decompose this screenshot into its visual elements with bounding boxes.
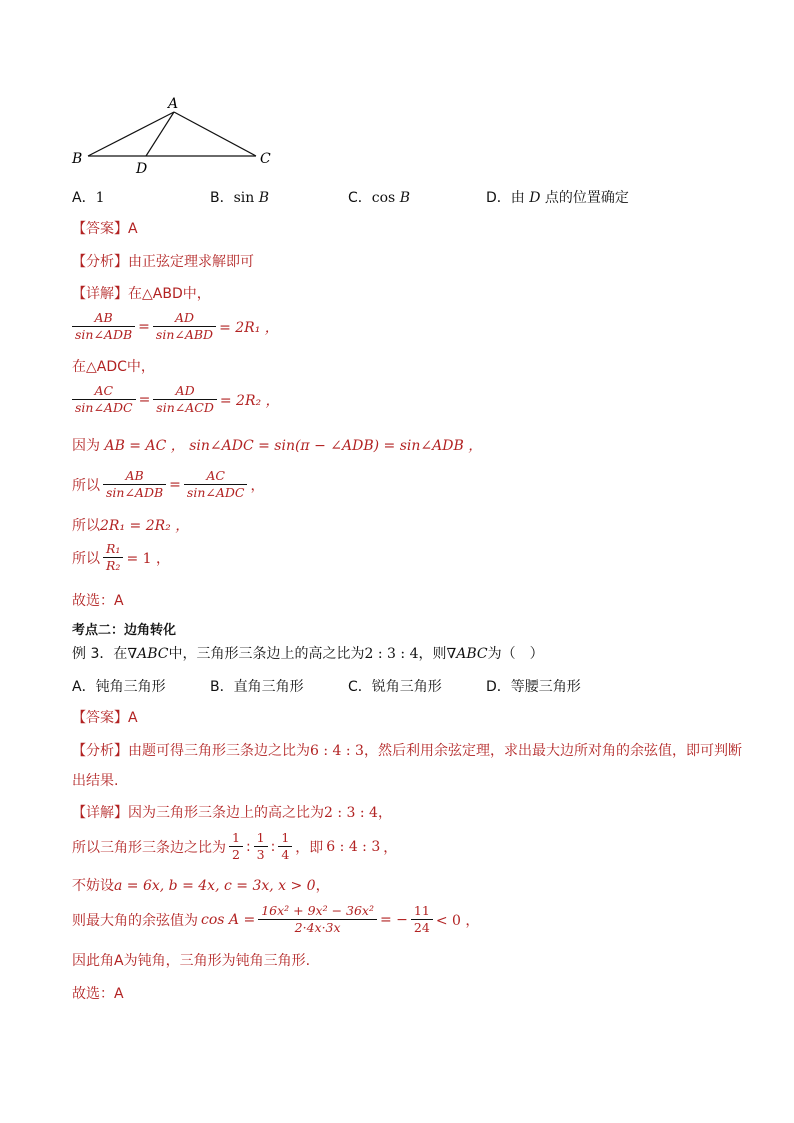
fraction: $\frac{AC}{\text{sin∠ADC}}$	[72, 383, 136, 416]
q3-analysis-cont: 出结果.	[72, 773, 119, 789]
fraction: $\frac{\text{16x² + 9x² − 36x²}}{2\cdot 4x\cdot 3x}$	[258, 903, 377, 936]
q2-equation-3	[72, 468, 264, 501]
triangle-figure	[64, 94, 284, 176]
label-d: D	[136, 161, 148, 176]
answer-value: A	[128, 221, 138, 237]
fraction: $\frac{1}{2}$	[229, 830, 243, 863]
rhs: = 2R₂ ，	[219, 392, 280, 409]
option-var: D	[529, 190, 541, 206]
equals: =	[138, 391, 151, 408]
fraction: $\frac{1}{4}$	[278, 830, 292, 863]
equals: =	[169, 476, 181, 493]
side-ab	[88, 112, 174, 156]
rhs: = 2R₁ ，	[219, 319, 279, 336]
option-text: 1	[95, 190, 105, 206]
option-letter: B．	[210, 190, 234, 206]
q2-so2-line	[72, 515, 189, 535]
so-prefix: 所以	[72, 518, 100, 534]
rhs: ，	[250, 477, 265, 494]
q3-stem	[72, 643, 544, 663]
fraction: $\frac{AB}{\text{sin∠ADB}}$	[72, 310, 135, 343]
label-c: C	[260, 151, 271, 167]
stem-mid2: ，则	[418, 646, 447, 662]
answer-tag: 【答案】	[72, 221, 128, 237]
q3-option-b: B．直角三角形	[210, 679, 304, 695]
q3-detail-line2: 所以三角形三条边之比为 $\frac{1}{2}$ : $\frac{1}{3}$ : $\frac{1}{4}$ ，即 6 : 4 : 3 ，	[72, 830, 398, 862]
section-title: 考点二：边角转化	[72, 623, 177, 638]
fraction: $\frac{\text{R₁}}{\text{R₂}}$	[103, 541, 123, 574]
stem-triangle: ∇ABC	[127, 646, 169, 662]
q3-option-c: C．锐角三角形	[348, 679, 442, 695]
q3-analysis: 【分析】由题可得三角形三条边之比为6 : 4 : 3，然后利用余弦定理，求出最大边所对角的余弦值，即可判断	[72, 743, 742, 759]
choose-label: 故选：	[72, 593, 114, 609]
q2-analysis	[72, 251, 254, 271]
choose-value: A	[114, 593, 124, 609]
detail-tag: 【详解】	[72, 805, 128, 821]
label-b: B	[72, 151, 83, 167]
q3-option-a: A．钝角三角形	[72, 679, 166, 695]
option-text: 由	[510, 190, 525, 206]
option-text-post: 点的位置确定	[544, 190, 629, 206]
q3-detail-line4: 则最大角的余弦值为 cos A = $\frac{\text{16x² + 9x² − 36x²}}{2\cdot 4x\cdot 3x}$ = − $\frac{11}{24}$ < 0 ，	[72, 903, 480, 935]
stem-prefix: 例 3．在	[72, 646, 128, 662]
rhs: = 1 ，	[126, 550, 170, 567]
stem-triangle-2: ∇ABC	[446, 646, 488, 662]
fraction: $\frac{AC}{\text{sin∠ADC}}$	[184, 468, 248, 501]
fraction: $\frac{AD}{\text{sin∠ACD}}$	[153, 383, 217, 416]
option-letter: D．	[486, 190, 511, 206]
q2-detail-line1	[72, 283, 211, 303]
because-prefix: 因为	[72, 438, 100, 454]
q2-option-a	[72, 187, 105, 207]
fraction: $\frac{AD}{\text{sin∠ABD}}$	[153, 310, 216, 343]
analysis-tag: 【分析】	[72, 254, 128, 270]
stem-mid: 中，三角形三条边上的高之比为	[168, 646, 365, 662]
because-math: AB = AC ， sin∠ADC = sin(π − ∠ADB) = sin∠ADB ，	[104, 438, 483, 454]
q2-equation-4	[72, 541, 170, 574]
option-text: cos	[371, 190, 396, 206]
q2-because-line	[72, 435, 482, 455]
label-a: A	[168, 96, 179, 112]
q2-choose	[72, 590, 124, 610]
equals: =	[138, 318, 150, 335]
detail-tag: 【详解】	[72, 286, 128, 302]
so-prefix: 所以	[72, 477, 100, 494]
so-prefix: 所以	[72, 550, 100, 567]
analysis-text: 由正弦定理求解即可	[128, 254, 254, 270]
option-letter: A．	[72, 190, 96, 206]
q3-choose: 故选：A	[72, 986, 124, 1002]
q2-equation-2	[72, 383, 280, 416]
q2-detail-line2: 在△ADC中，	[72, 359, 155, 375]
detail-text: 在△ABD中，	[128, 286, 211, 302]
q3-answer: 【答案】A	[72, 710, 138, 726]
analysis-tag: 【分析】	[72, 743, 128, 759]
fraction: $\frac{11}{24}$	[411, 903, 433, 936]
q2-option-b	[210, 187, 269, 207]
fraction: $\frac{1}{3}$	[254, 830, 268, 863]
so-math: 2R₁ = 2R₂ ，	[100, 518, 190, 534]
option-text: sin	[233, 190, 255, 206]
option-var: B	[399, 190, 410, 206]
q2-answer	[72, 218, 138, 238]
stem-ratio: 2 : 3 : 4	[364, 646, 419, 662]
q2-option-d	[486, 187, 629, 207]
q3-detail-line1: 【详解】因为三角形三条边上的高之比为2 : 3 : 4，	[72, 805, 392, 821]
stem-suffix: 为（ ）	[487, 646, 544, 662]
q2-equation-1	[72, 310, 279, 343]
option-letter: C．	[348, 190, 372, 206]
side-ac	[174, 112, 256, 156]
q3-detail-line3: 不妨设a = 6x, b = 4x, c = 3x, x > 0，	[72, 878, 330, 894]
q2-option-c	[348, 187, 410, 207]
q3-detail-line5: 因此角A为钝角，三角形为钝角三角形.	[72, 953, 311, 969]
option-var: B	[258, 190, 270, 206]
triangle-diagram	[64, 94, 284, 176]
fraction: $\frac{AB}{\text{sin∠ADB}}$	[103, 468, 166, 501]
q3-option-d: D．等腰三角形	[486, 679, 581, 695]
